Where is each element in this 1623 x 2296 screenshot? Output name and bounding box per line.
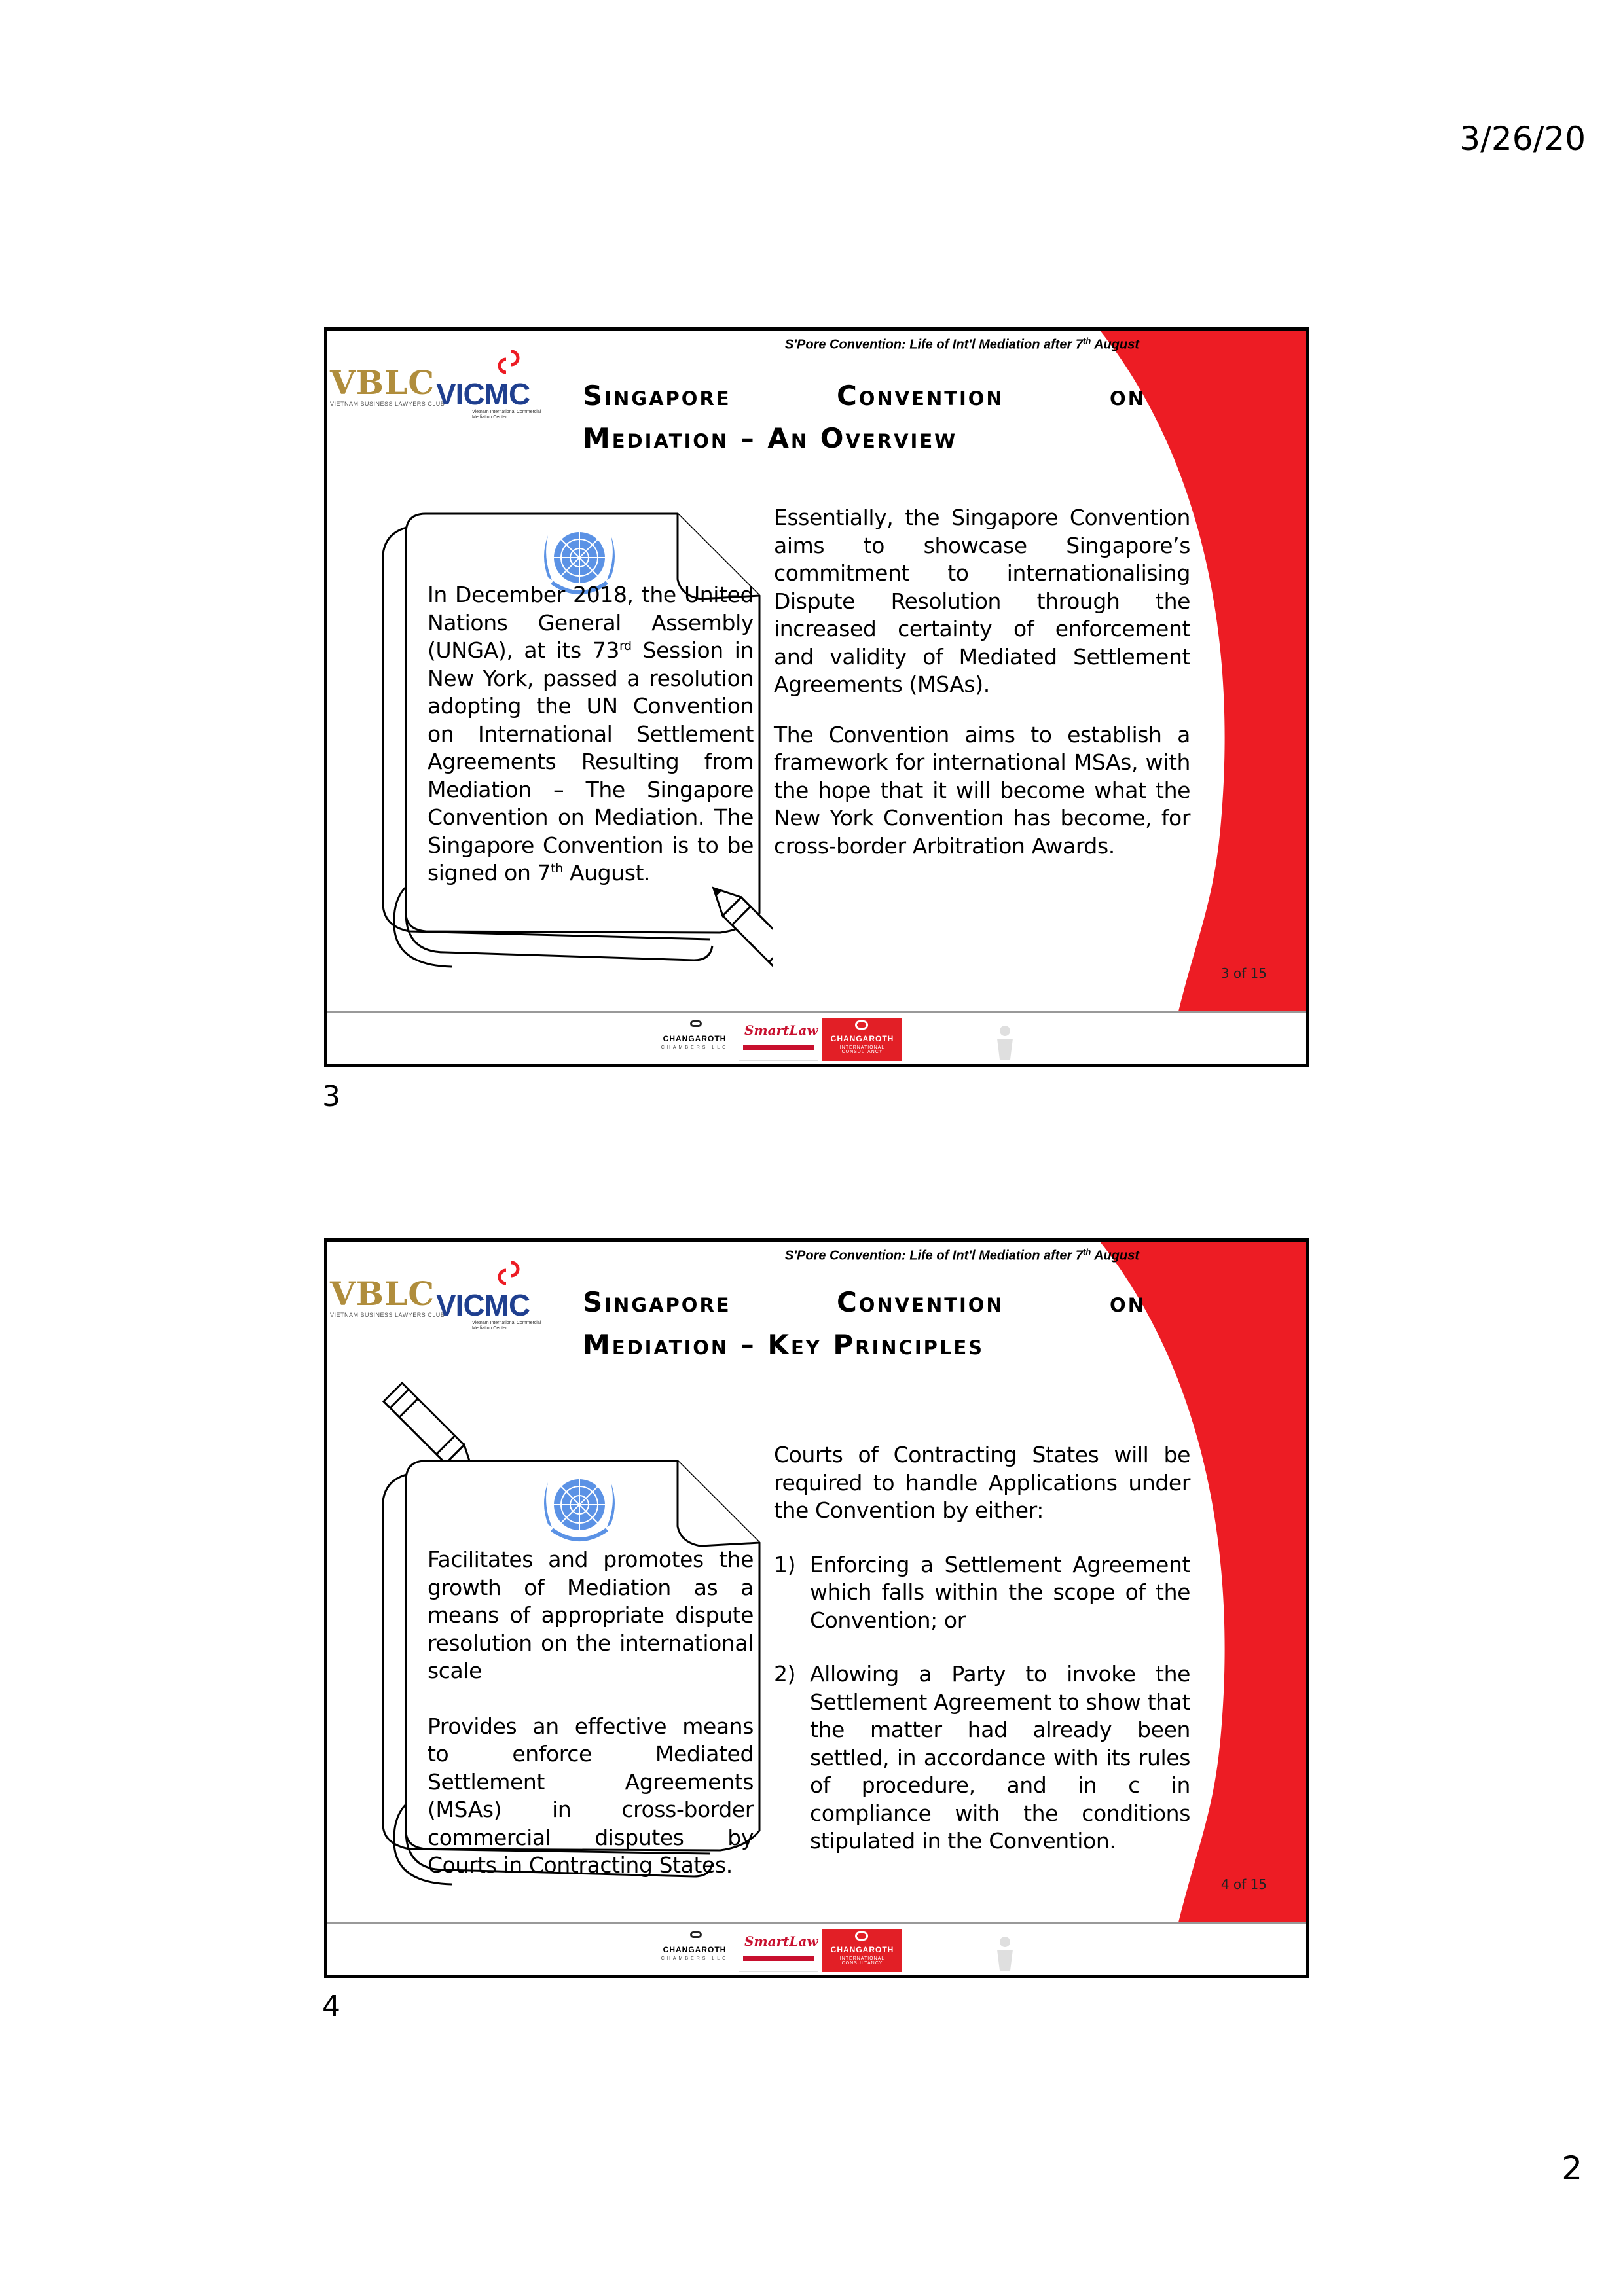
slide-subtitle: S'Pore Convention: Life of Int'l Mediation after 7th August <box>784 1247 1139 1263</box>
slide-title: Singapore Convention on Mediation – Key Principles <box>583 1286 1146 1361</box>
slide-counter: 3 of 15 <box>1220 965 1267 981</box>
paragraph: Facilitates and promotes the growth of Mediation as a means of appropriate dispute resolution on the international scale <box>428 1547 754 1683</box>
list-item: 1) Enforcing a Settlement Agreement which falls within the scope of the Convention; or <box>774 1551 1190 1633</box>
right-column-text <box>774 1441 1190 1856</box>
slide-4 <box>324 1238 1309 1978</box>
page-number: 2 <box>1561 2149 1582 2187</box>
numbered-list <box>774 1551 1190 1856</box>
footer-logos <box>655 1929 902 1975</box>
slide-subtitle: S'Pore Convention: Life of Int'l Mediation after 7th August <box>784 336 1139 352</box>
scroll-text: In December 2018, the United Nations General Assembly (UNGA), at its 73rd Session in New York, passed a resolution adopting the UN Convention on International Settlement Agreements Resulting from Mediation – The Singapore Convention on Mediation. The Singapore Convention is to be signed on 7th August. <box>428 582 754 886</box>
watermark-figure-icon <box>985 1023 1025 1062</box>
page-date: 3/26/20 <box>1459 120 1586 158</box>
changaroth-consultancy-logo: CHANGAROTH INTERNATIONAL CONSULTANCY <box>822 1018 902 1061</box>
list-item: 2) Allowing a Party to invoke the Settlement Agreement to show that the matter had already been settled, in accordance with its rules of procedure, and in c in compliance with the conditions stipulated in the Convention. <box>774 1661 1190 1854</box>
changaroth-consultancy-logo: CHANGAROTH INTERNATIONAL CONSULTANCY <box>822 1929 902 1972</box>
un-emblem-icon <box>534 1464 625 1549</box>
paragraph: The Convention aims to establish a framework for international MSAs, with the hope that it will become what the New York Convention has become, for cross-border Arbitration Awards. <box>774 721 1190 859</box>
footer-divider <box>327 1922 1306 1924</box>
vicmc-mark-icon <box>492 1260 524 1287</box>
paragraph: Provides an effective means to enforce Mediated Settlement Agreements (MSAs) in cross-border commercial disputes by Courts in Contracting States. <box>428 1713 754 1878</box>
scroll-text <box>428 1546 754 1880</box>
vicmc-logo: VICMC Vietnam International Commercial Mediation Center <box>436 349 541 414</box>
vblc-logo: VBLC VIETNAM BUSINESS LAWYERS CLUB <box>330 1274 445 1318</box>
vicmc-logo: VICMC Vietnam International Commercial Mediation Center <box>436 1260 541 1325</box>
vblc-logo: VBLC VIETNAM BUSINESS LAWYERS CLUB <box>330 363 445 407</box>
watermark-figure-icon <box>985 1934 1025 1973</box>
right-column-text <box>774 504 1190 860</box>
vicmc-mark-icon <box>492 349 524 376</box>
slide-counter: 4 of 15 <box>1220 1876 1267 1892</box>
footer-divider <box>327 1011 1306 1013</box>
scroll-illustration <box>354 1372 773 1896</box>
slide-title: Singapore Convention on Mediation – An Overview <box>583 380 1146 455</box>
smartlaw-logo: SmartLaw <box>739 1018 818 1061</box>
smartlaw-logo: SmartLaw <box>739 1929 818 1972</box>
paragraph: Courts of Contracting States will be required to handle Applications under the Convention by either: <box>774 1442 1190 1523</box>
scroll-illustration <box>354 494 773 1005</box>
changaroth-chambers-logo: CHANGAROTH CHAMBERS LLC <box>655 1929 735 1972</box>
slide-3 <box>324 327 1309 1067</box>
slide-number-label: 4 <box>322 1990 340 2023</box>
paragraph: Essentially, the Singapore Convention aims to showcase Singapore’s commitment to internationalising Dispute Resolution through the increased certainty of enforcement and validity of Mediated Settlement Agreements (MSAs). <box>774 505 1190 697</box>
slide-number-label: 3 <box>322 1080 340 1113</box>
changaroth-chambers-logo: CHANGAROTH CHAMBERS LLC <box>655 1018 735 1061</box>
footer-logos <box>655 1018 902 1064</box>
